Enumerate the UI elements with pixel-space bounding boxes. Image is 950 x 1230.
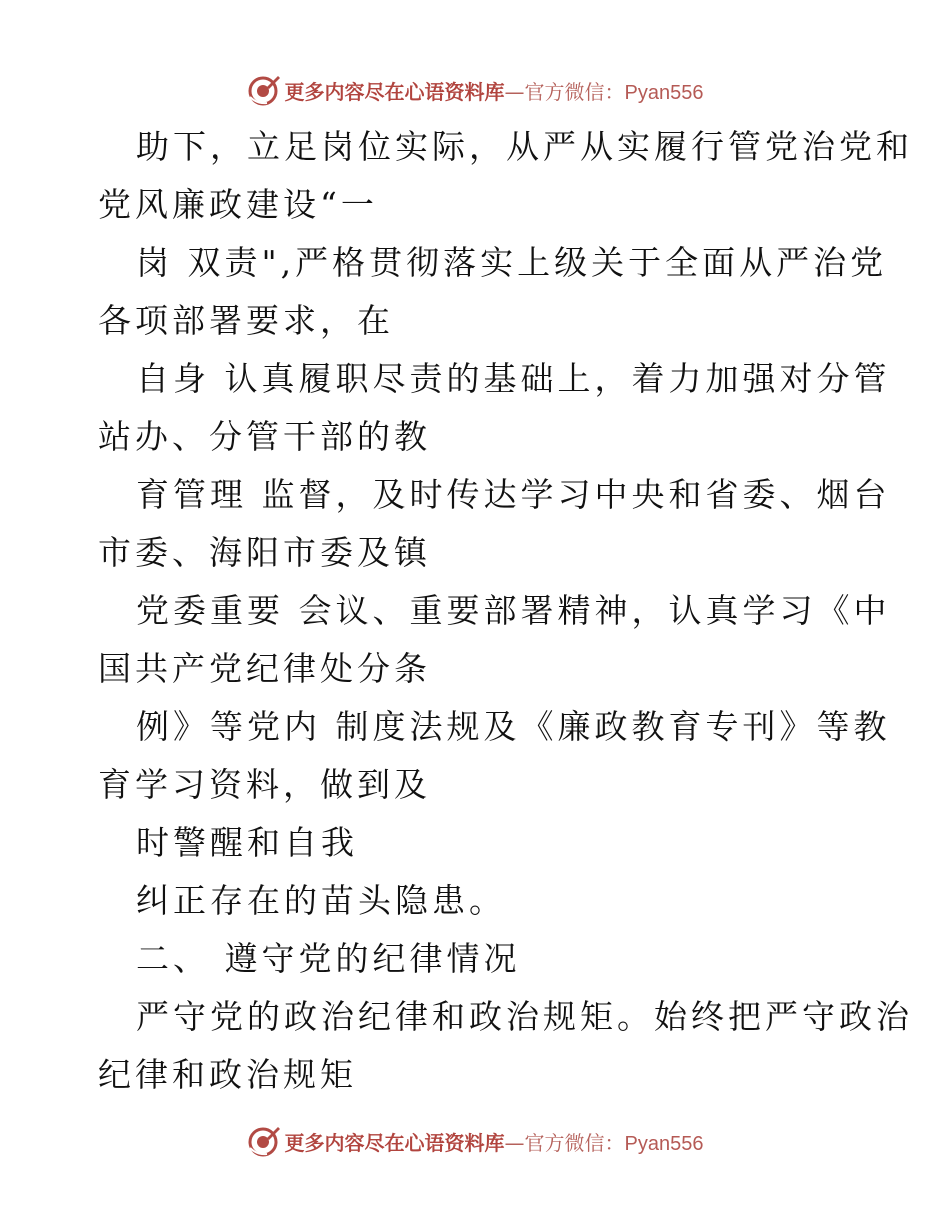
pen-logo-icon bbox=[247, 73, 281, 107]
text-line: 纠正存在的苗头隐患。 bbox=[136, 881, 506, 920]
footer-wechat-handle: Pyan556 bbox=[624, 1132, 704, 1155]
text-line: 自身 认真履职尽责的基础上，着力加强对分管 bbox=[136, 359, 891, 398]
text-line: 党风廉政建设“一 bbox=[98, 185, 378, 224]
footer-watermark-text bbox=[285, 1127, 704, 1156]
text-line: 助下，立足岗位实际，从严从实履行管党治党和 bbox=[136, 127, 913, 166]
footer-watermark bbox=[0, 1121, 950, 1161]
section-heading: 二、 遵守党的纪律情况 bbox=[136, 939, 521, 978]
text-line: 岗 双责",严格贯彻落实上级关于全面从严治党 bbox=[136, 243, 888, 282]
text-line: 党委重要 会议、重要部署精神，认真学习《中 bbox=[136, 591, 891, 630]
text-line: 时警醒和自我 bbox=[136, 823, 358, 862]
text-line: 纪律和政治规矩 bbox=[98, 1055, 357, 1094]
header-watermark bbox=[0, 70, 950, 110]
header-wechat-handle: Pyan556 bbox=[624, 81, 704, 104]
footer-separator: — bbox=[504, 1130, 525, 1155]
header-brand: 更多内容尽在心语资料库 bbox=[284, 79, 505, 104]
text-line: 各项部署要求，在 bbox=[98, 301, 394, 340]
pen-logo-icon bbox=[247, 1124, 281, 1158]
text-line: 站办、分管干部的教 bbox=[98, 417, 431, 456]
text-line: 市委、海阳市委及镇 bbox=[98, 533, 431, 572]
text-line: 严守党的政治纪律和政治规矩。始终把严守政治 bbox=[136, 997, 913, 1036]
header-separator: — bbox=[504, 79, 525, 104]
footer-brand: 更多内容尽在心语资料库 bbox=[284, 1130, 505, 1155]
text-line: 育管理 监督，及时传达学习中央和省委、烟台 bbox=[136, 475, 891, 514]
document-body bbox=[98, 118, 913, 1104]
footer-contact-label: 官方微信： bbox=[524, 1130, 625, 1155]
text-line: 国共产党纪律处分条 bbox=[98, 649, 431, 688]
text-line: 育学习资料，做到及 bbox=[98, 765, 431, 804]
text-line: 例》等党内 制度法规及《廉政教育专刊》等教 bbox=[136, 707, 891, 746]
header-contact-label: 官方微信： bbox=[524, 79, 625, 104]
header-watermark-text bbox=[285, 76, 704, 105]
